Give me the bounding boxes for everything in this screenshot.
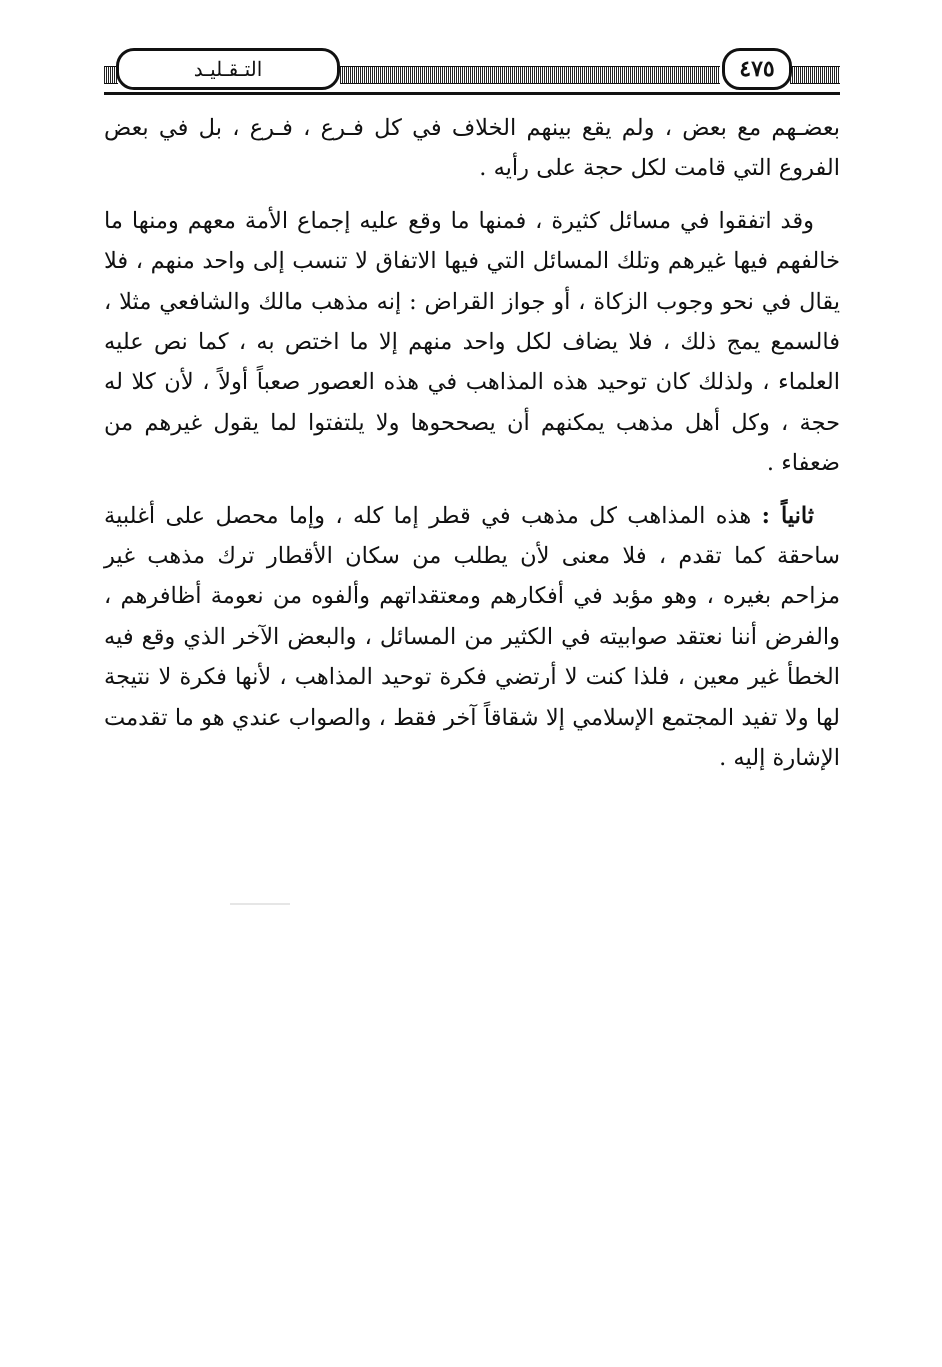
page-number-text: ٤٧٥ xyxy=(739,56,775,82)
scan-mark xyxy=(230,903,290,905)
running-title-text: التـقـليـد xyxy=(193,57,263,81)
paragraph-3 xyxy=(104,496,840,779)
running-title xyxy=(116,48,340,90)
body-text xyxy=(104,108,840,779)
header-rule xyxy=(104,92,840,95)
page-header xyxy=(104,46,840,98)
paragraph-2-text: وقد اتفقوا في مسائل كثيرة ، فمنها ما وقع عليه إجماع الأمة معهم ومنها ما خالفهم فيها غيرهم وتلك المسائل التي فيها الاتفاق لا تنسب إلى واحد منهم ، فلا يقال في نحو وجوب الزكاة ، أو جواز القراض : إنه مذهب مالك والشافعي مثلا ، فالسمع يمج ذلك ، فلا يضاف لكل واحد منهم إلا ما اختص به ، كما نص عليه العلماء ، ولذلك كان توحيد هذه المذاهب في هذه العصور صعباً أولاً ، لأن كلا له حجة ، وكل أهل مذهب يمكنهم أن يصححوها ولا يلتفتوا لما يقول غيرهم من ضعفاء . xyxy=(104,207,840,477)
header-ornament-middle xyxy=(340,66,720,84)
paragraph-1-text: بعضـهم مع بعض ، ولم يقع بينهم الخلاف في كل فـرع ، فـرع ، بل في بعض الفروع التي قامت لكل حجة على رأيه . xyxy=(104,115,840,182)
header-ornament-right xyxy=(790,66,840,84)
paragraph-1 xyxy=(104,108,840,189)
page-number xyxy=(722,48,792,90)
paragraph-3-text: هذه المذاهب كل مذهب في قطر إما كله ، وإما محصل على أغلبية ساحقة كما تقدم ، فلا معنى لأن يطلب من سكان الأقطار ترك مذهب غير مزاحم بغيره ، وهو مؤبد في أفكارهم ومعتقداتهم وألفوه من نعومة أظافرهم ، والفرض أننا نعتقد صوابيته في الكثير من المسائل ، والبعض الآخر الذي وقع فيه الخطأ غير معين ، فلذا كنت لا أرتضي فكرة توحيد المذاهب ، لأنها فكرة لا نتيجة لها ولا تفيد المجتمع الإسلامي إلا شقاقاً آخر فقط ، والصواب عندي هو ما تقدمت الإشارة إليه . xyxy=(104,502,840,772)
paragraph-2 xyxy=(104,201,840,484)
paragraph-3-lead: ثانياً : xyxy=(761,502,814,529)
